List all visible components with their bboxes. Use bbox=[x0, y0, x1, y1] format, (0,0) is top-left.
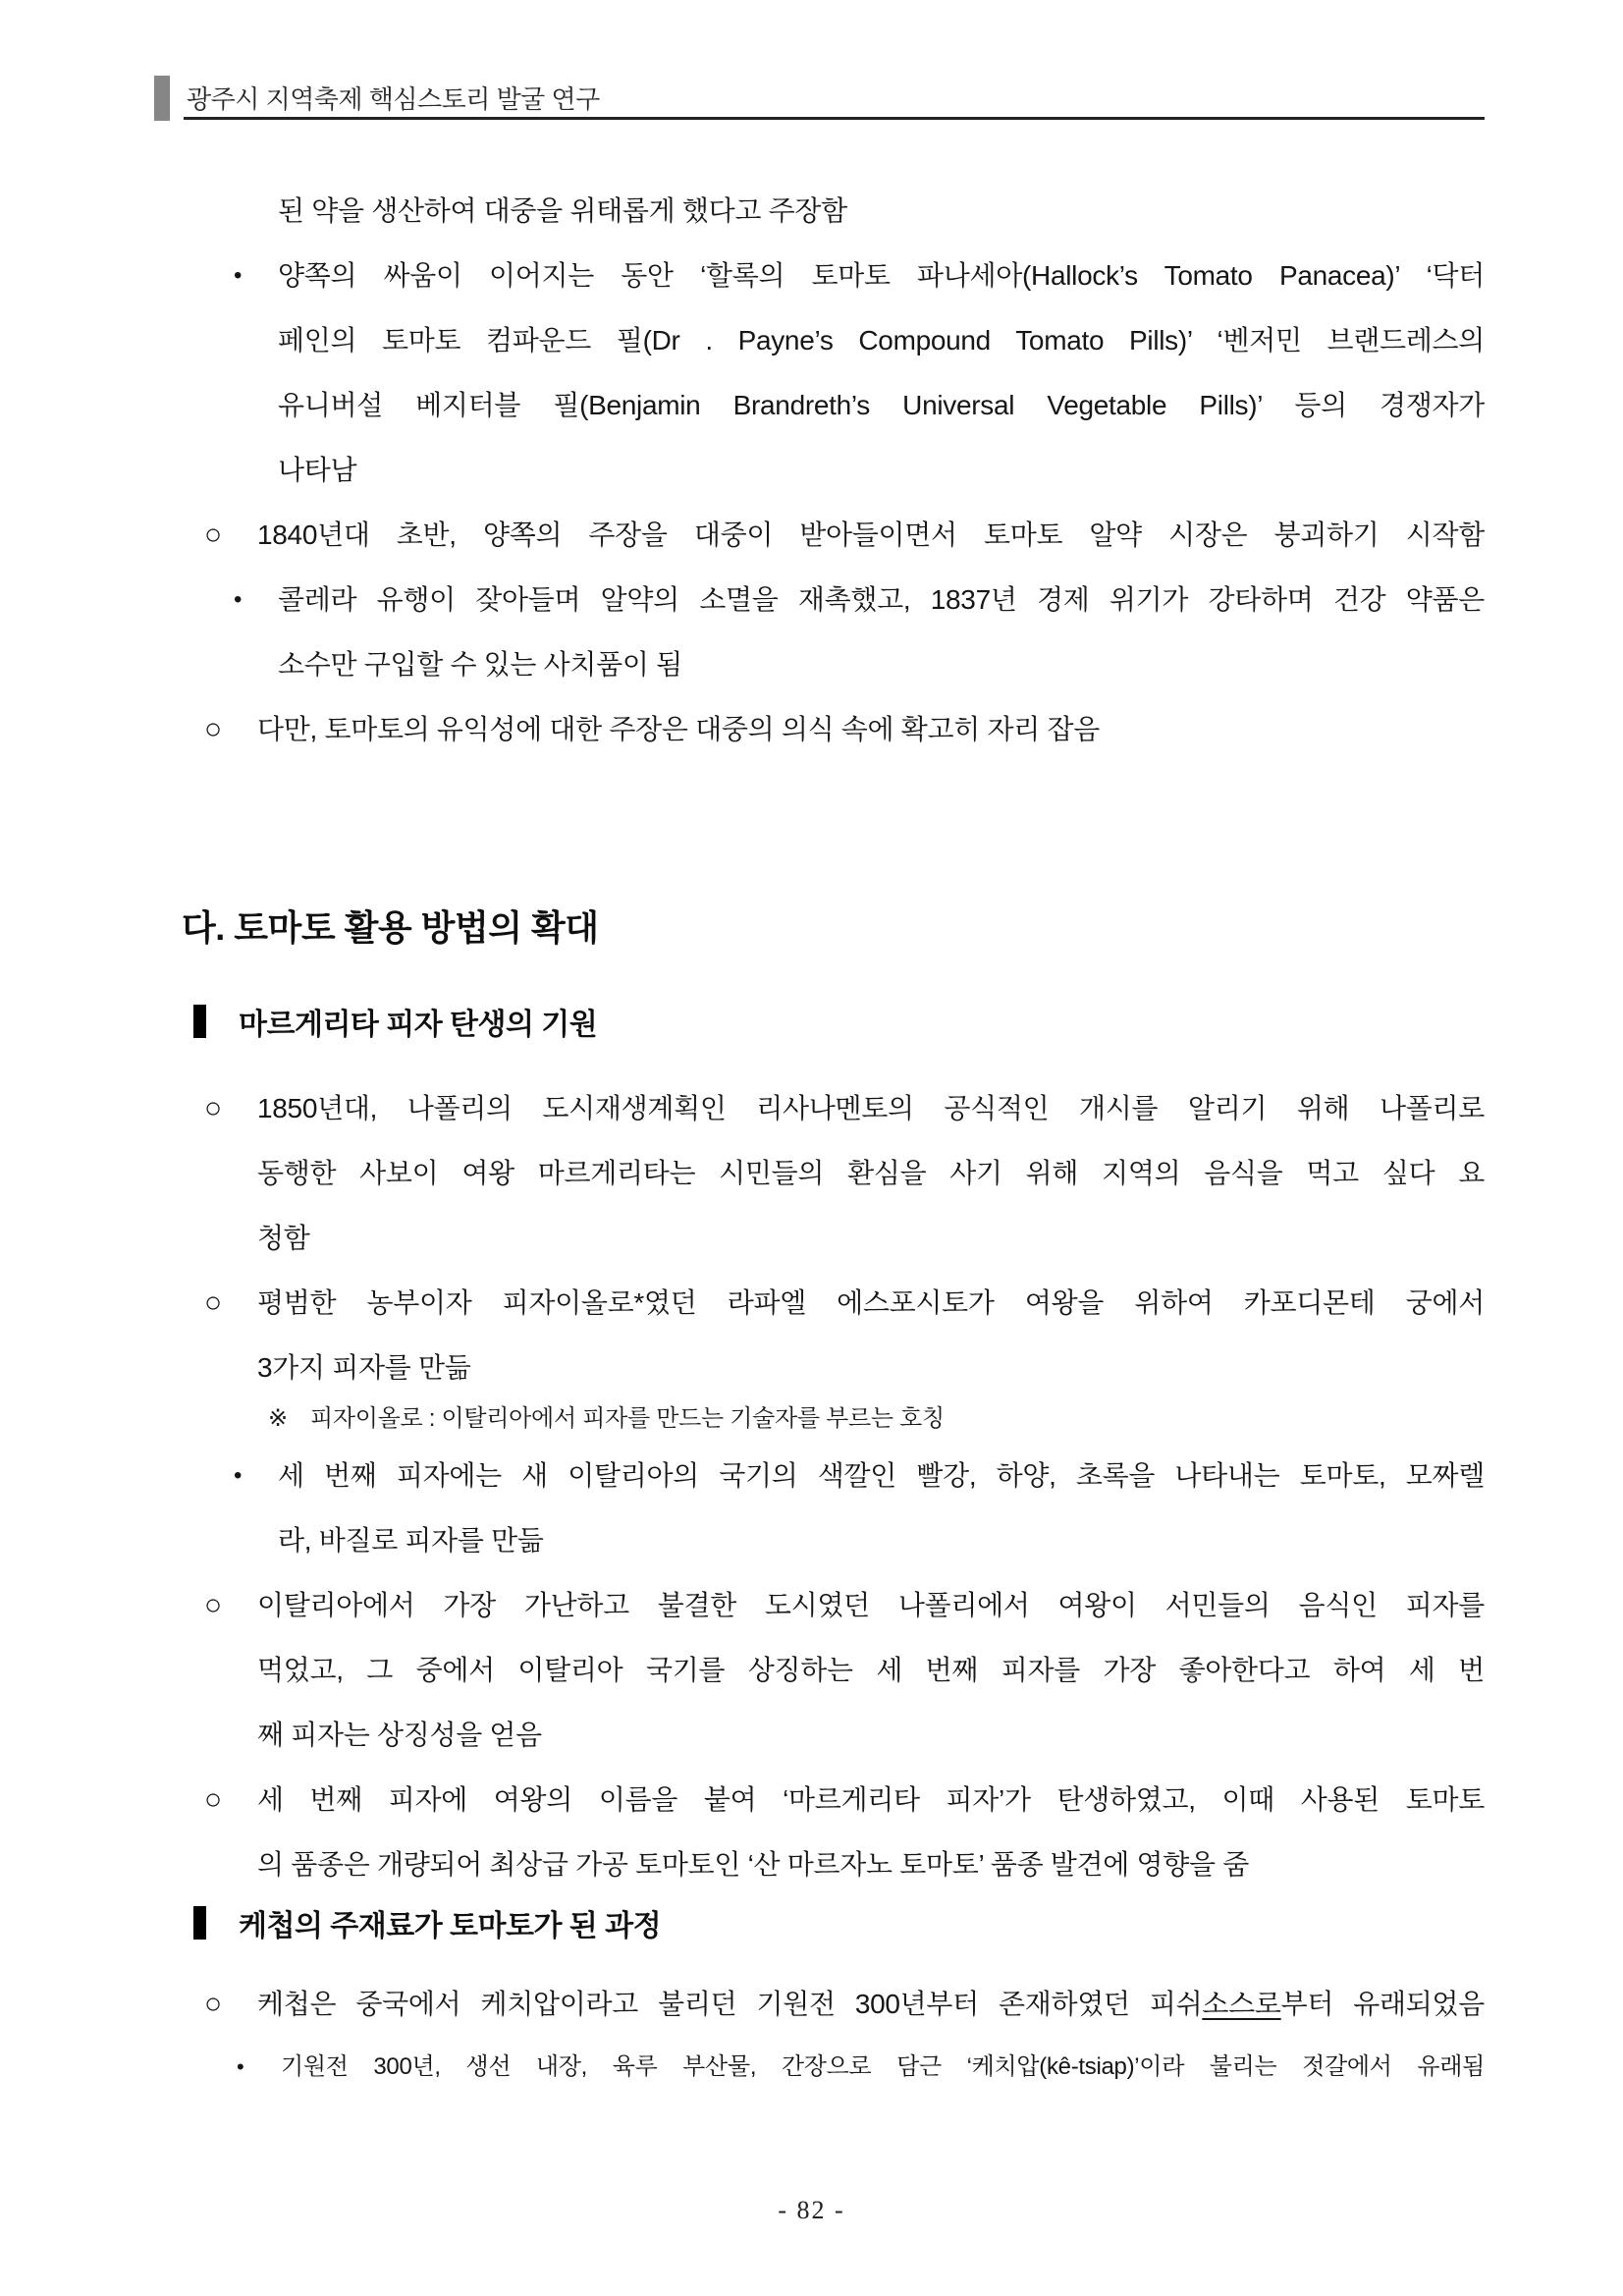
paragraph-lines bbox=[278, 568, 1485, 697]
para-ketchup-origin bbox=[204, 1972, 1486, 2037]
paragraph-lines bbox=[257, 1573, 1485, 1768]
text-line: 페인의 토마토 컴파운드 필(Dr . Payne’s Compound Tomato Pills)’ ‘벤저민 브랜드레스의 bbox=[278, 325, 1485, 355]
para-ketsiap bbox=[237, 2043, 1485, 2092]
bullet-marker: • bbox=[234, 262, 243, 289]
text-line: 1840년대 초반, 양쪽의 주장을 대중이 받아들이면서 토마토 알약 시장은 붕괴하기 시작함 bbox=[257, 519, 1485, 550]
text-line: 세 번째 피자에 여왕의 이름을 붙여 ‘마르게리타 피자’가 탄생하였고, 이때 사용된 토마토 bbox=[257, 1784, 1485, 1815]
header-rule bbox=[184, 117, 1485, 120]
page-number: - 82 - bbox=[778, 2196, 845, 2224]
para-queen-pizza bbox=[204, 1573, 1485, 1768]
circle-marker: ○ bbox=[204, 1988, 222, 2020]
text-line: 소수만 구입할 수 있는 사치품이 됨 bbox=[278, 649, 682, 680]
circle-marker: ○ bbox=[204, 713, 222, 745]
text-line: 나타남 bbox=[278, 455, 357, 485]
subsection-title: 마르게리타 피자 탄생의 기원 bbox=[239, 1009, 598, 1041]
para-esposito bbox=[204, 1271, 1485, 1400]
subsection-ketchup bbox=[193, 1901, 661, 1944]
paragraph-lines bbox=[257, 503, 1485, 568]
text-line: 동행한 사보이 여왕 마르게리타는 시민들의 환심을 사기 위해 지역의 음식을 먹고 싶다 요 bbox=[257, 1158, 1485, 1188]
ketchup-origin-underlined: 소스로 bbox=[1202, 1989, 1281, 2019]
para-competitors bbox=[234, 244, 1485, 503]
text-line: 이탈리아에서 가장 가난하고 불결한 도시였던 나폴리에서 여왕이 서민들의 음식인 피자를 bbox=[257, 1590, 1485, 1620]
bullet-marker: • bbox=[234, 586, 243, 613]
paragraph-lines bbox=[257, 1271, 1485, 1400]
black-bar-icon bbox=[193, 1005, 206, 1038]
ketchup-origin-post: 부터 유래되었음 bbox=[1280, 1989, 1486, 2019]
running-header-title: 광주시 지역축제 핵심스토리 발굴 연구 bbox=[187, 84, 600, 114]
text-line: 의 품종은 개량되어 최상급 가공 토마토인 ‘산 마르자노 토마토’ 품종 발견에 영향을 줌 bbox=[257, 1849, 1249, 1880]
para-third-pizza bbox=[234, 1444, 1485, 1573]
black-bar-icon bbox=[193, 1906, 206, 1940]
paragraph-lines bbox=[278, 244, 1485, 503]
text-line: 된 약을 생산하여 대중을 위태롭게 했다고 주장함 bbox=[278, 195, 847, 226]
paragraph-lines bbox=[278, 1444, 1485, 1573]
circle-marker: ○ bbox=[204, 1286, 222, 1319]
para-market-collapse bbox=[204, 503, 1485, 568]
text-line bbox=[257, 1972, 1485, 2037]
text-line: 먹었고, 그 중에서 이탈리아 국기를 상징하는 세 번째 피자를 가장 좋아한다고 하여 세 번 bbox=[257, 1655, 1485, 1685]
para-claim-continuation bbox=[278, 179, 1485, 244]
paragraph-lines bbox=[278, 179, 1485, 244]
subsection-title: 케첩의 주재료가 토마토가 된 과정 bbox=[239, 1910, 662, 1942]
para-perception-remains bbox=[204, 697, 1485, 762]
text-line: 유니버설 베지터블 필(Benjamin Brandreth’s Universal Vegetable Pills)’ 등의 경쟁자가 bbox=[278, 390, 1485, 420]
text-line: 다만, 토마토의 유익성에 대한 주장은 대중의 의식 속에 확고히 자리 잡음 bbox=[257, 714, 1100, 744]
circle-marker: ○ bbox=[204, 1589, 222, 1621]
circle-marker: ○ bbox=[204, 1092, 222, 1124]
circle-marker: ○ bbox=[204, 519, 222, 551]
text-line: 피자이올로 : 이탈리아에서 피자를 만드는 기술자를 부르는 호칭 bbox=[310, 1405, 945, 1432]
subsection-margherita bbox=[193, 1000, 597, 1043]
bullet-marker: • bbox=[234, 1462, 243, 1489]
bullet-marker: • bbox=[237, 2054, 244, 2079]
ketchup-origin-pre: 케첩은 중국에서 케치압이라고 불리던 기원전 300년부터 존재하였던 피쉬 bbox=[257, 1989, 1203, 2019]
text-line: 1850년대, 나폴리의 도시재생계획인 리사나멘토의 공식적인 개시를 알리기 위해 나폴리로 bbox=[257, 1093, 1485, 1123]
text-line: 3가지 피자를 만듦 bbox=[257, 1352, 471, 1383]
paragraph-lines bbox=[310, 1394, 1485, 1444]
para-pizzaiolo-note bbox=[268, 1394, 1485, 1444]
section-heading: 다. 토마토 활용 방법의 확대 bbox=[182, 907, 599, 948]
text-line: 기원전 300년, 생선 내장, 육루 부산물, 간장으로 담근 ‘케치압(kê-tsiap)’이라 불리는 젓갈에서 유래됨 bbox=[281, 2053, 1485, 2080]
para-cholera bbox=[234, 568, 1485, 697]
text-line: 콜레라 유행이 잦아들며 알약의 소멸을 재촉했고, 1837년 경제 위기가 강타하며 건강 약품은 bbox=[278, 584, 1485, 615]
text-line: 평범한 농부이자 피자이올로*였던 라파엘 에스포시토가 여왕을 위하여 카포디몬테 궁에서 bbox=[257, 1287, 1485, 1318]
paragraph-lines bbox=[257, 1768, 1485, 1897]
circle-marker: ○ bbox=[204, 1783, 222, 1816]
text-line: 양쪽의 싸움이 이어지는 동안 ‘할록의 토마토 파나세아(Hallock’s Tomato Panacea)’ ‘닥터 bbox=[278, 260, 1485, 291]
paragraph-lines bbox=[257, 1076, 1485, 1271]
paragraph-lines bbox=[257, 697, 1485, 762]
text-line: 라, 바질로 피자를 만듦 bbox=[278, 1525, 544, 1556]
text-line: 세 번째 피자에는 새 이탈리아의 국기의 색깔인 빨강, 하양, 초록을 나타내는 토마토, 모짜렐 bbox=[278, 1460, 1485, 1491]
text-line: 청함 bbox=[257, 1223, 310, 1253]
para-margherita-named bbox=[204, 1768, 1485, 1897]
note-marker: ※ bbox=[268, 1405, 288, 1432]
text-line: 째 피자는 상징성을 얻음 bbox=[257, 1720, 542, 1750]
paragraph-lines bbox=[281, 2043, 1485, 2092]
header-accent-bar bbox=[154, 76, 170, 121]
para-risanamento bbox=[204, 1076, 1485, 1271]
